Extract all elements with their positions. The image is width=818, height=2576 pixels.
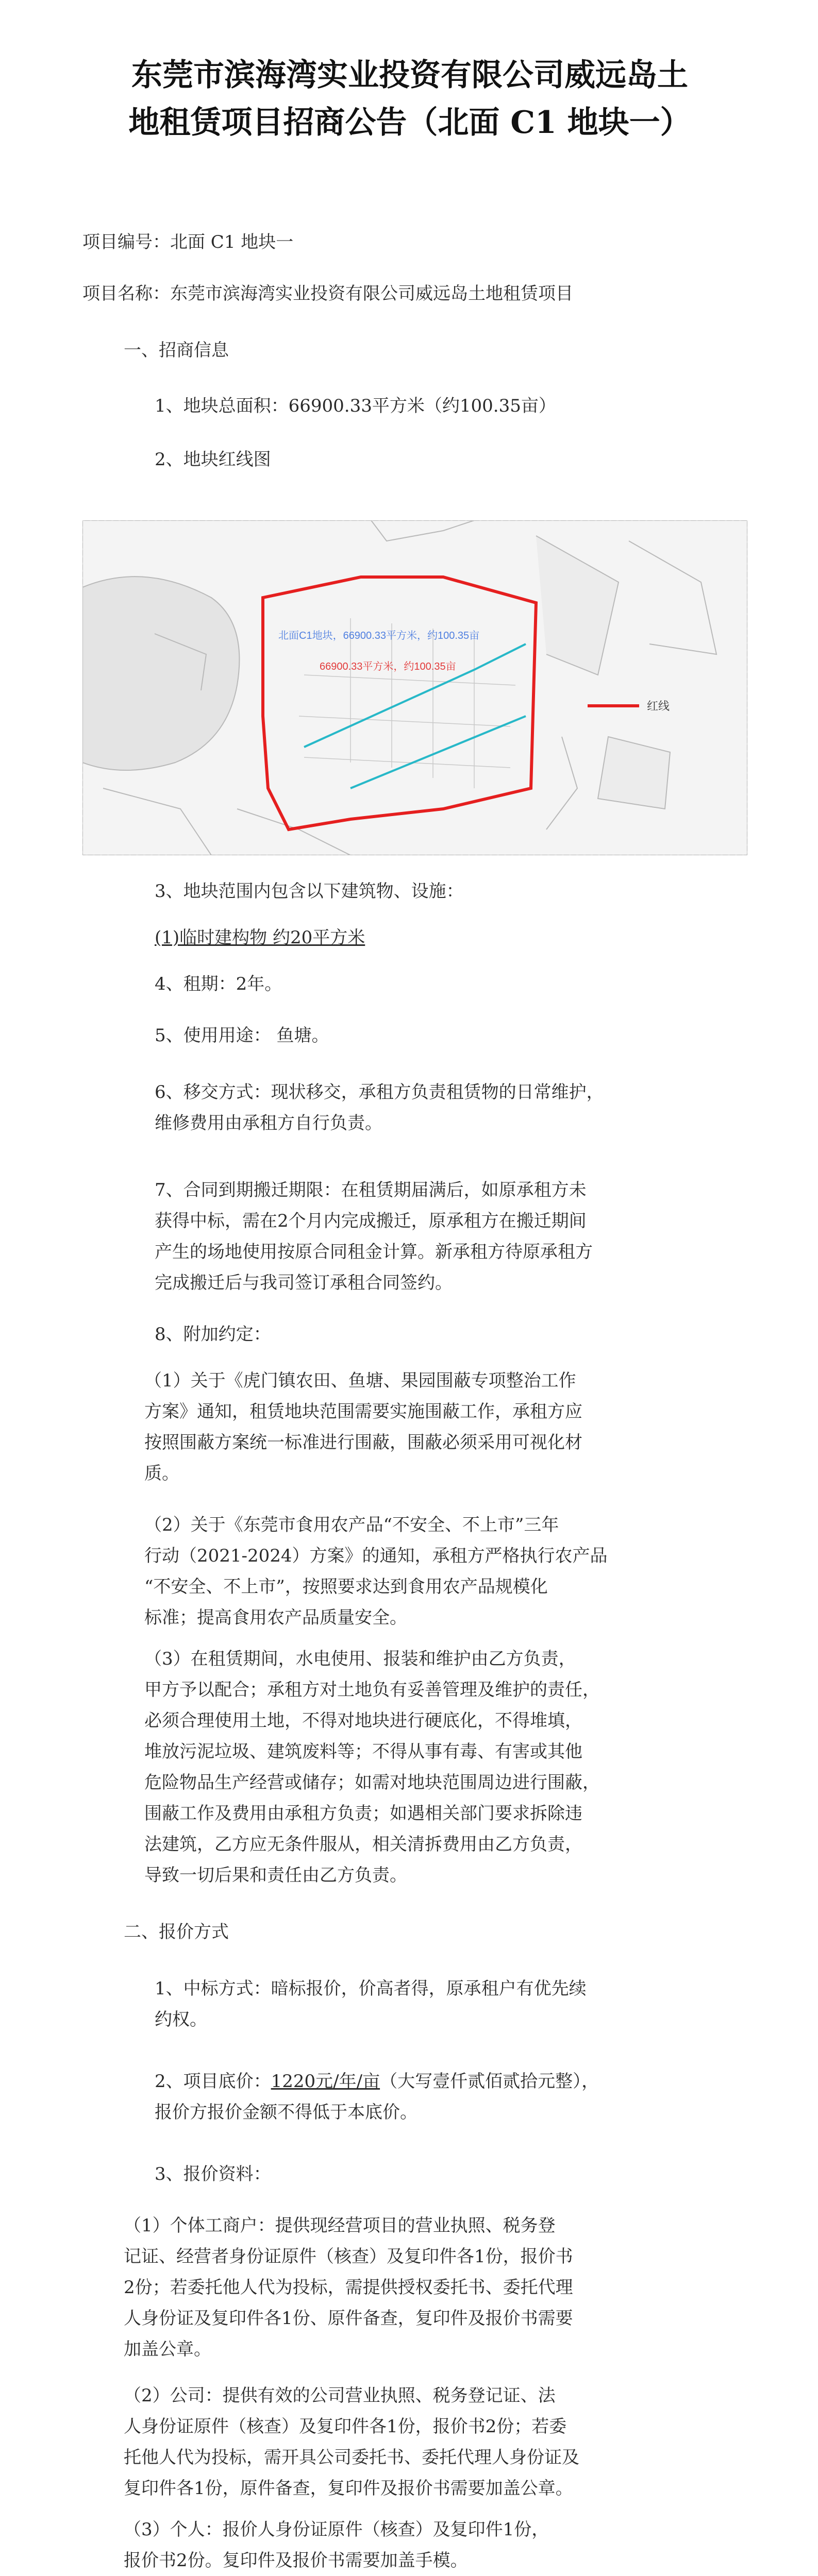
relocation-line: 完成搬迁后与我司签订承租合同签约。 [155,1273,453,1293]
materials-heading: 3、报价资料： [155,2164,271,2184]
materials-line: 记证、经营者身份证原件（核查）及复印件各1份，报价书 [124,2246,573,2267]
term-line: （2）关于《东莞市食用农产品“不安全、不上市”三年 [144,1515,559,1535]
base-price-words: （大写壹仟贰佰贰拾元整）， [380,2071,599,2092]
term-line: 方案》通知，租赁地块范围需要实施围蔽工作，承租方应 [144,1401,582,1422]
land-usage: 5、使用用途： 鱼塘。 [155,1025,329,1046]
handover-line: 6、移交方式：现状移交，承租方负责租赁物的日常维护， [155,1082,604,1103]
materials-line: 托他人代为投标，需开具公司委托书、委托代理人身份证及 [124,2447,579,2468]
materials-line: 2份；若委托他人代为投标，需提供授权委托书、委托代理 [124,2277,573,2298]
materials-line: 复印件各1份，原件备查，复印件及报价书需要加盖公章。 [124,2478,573,2499]
term-line: 标准；提高食用农产品质量安全。 [144,1607,407,1628]
title-line-1: 东莞市滨海湾实业投资有限公司威远岛土 [131,57,688,93]
materials-individual [124,2210,783,2365]
relocation-deadline [155,1175,783,1298]
additional-term-1 [144,1365,783,1489]
project-name: 项目名称：东莞市滨海湾实业投资有限公司威远岛土地租赁项目 [82,283,573,304]
base-price-label: 2、项目底价： [155,2071,271,2092]
term-line: 必须合理使用土地，不得对地块进行硬底化，不得堆填， [144,1710,582,1731]
term-line: 危险物品生产经营或储存；如需对地块范围周边进行围蔽， [144,1772,600,1793]
bidding-mode [155,1973,783,2035]
section-2-heading: 二、报价方式 [124,1922,229,1942]
term-line: 甲方予以配合；承租方对土地负有妥善管理及维护的责任， [144,1680,600,1700]
map-label-2: 66900.33平方米，约100.35亩 [320,661,456,672]
term-line: （1）关于《虎门镇农田、鱼塘、果园围蔽专项整治工作 [144,1370,576,1391]
base-price [155,2066,783,2128]
materials-line: 加盖公章。 [124,2339,211,2360]
mode-line: 约权。 [155,2009,207,2030]
project-number: 项目编号：北面 C1 地块一 [82,232,294,252]
term-line: “不安全、不上市”，按照要求达到食用农产品规模化 [144,1577,548,1597]
mode-line: 1、中标方式：暗标报价，价高者得，原承租户有优先续 [155,1978,587,1999]
additional-terms-heading: 8、附加约定： [155,1324,271,1345]
redline-heading: 2、地块红线图 [155,449,271,470]
term-line: 围蔽工作及费用由承租方负责；如遇相关部门要求拆除违 [144,1803,582,1824]
relocation-line: 获得中标，需在2个月内完成搬迁，原承租方在搬迁期间 [155,1211,587,1231]
announcement-title [62,52,758,146]
materials-line: （1）个体工商户：提供现经营项目的营业执照、税务登 [124,2215,556,2236]
land-area: 1、地块总面积：66900.33平方米（约100.35亩） [155,396,556,416]
term-line: 行动（2021-2024）方案》的通知，承租方严格执行农产品 [144,1546,608,1566]
lease-term: 4、租期：2年。 [155,974,282,994]
materials-line: 报价书2份。复印件及报价书需要加盖手模。 [124,2550,468,2571]
handover-method [155,1077,783,1139]
term-line: 堆放污泥垃圾、建筑废料等；不得从事有毒、有害或其他 [144,1741,582,1762]
handover-line: 维修费用由承租方自行负责。 [155,1113,382,1133]
term-line: 法建筑，乙方应无条件服从，相关清拆费用由乙方负责， [144,1834,582,1855]
materials-person [124,2514,783,2576]
buildings-item: (1)临时建构物 约20平方米 [155,927,365,948]
redline-map [82,520,747,855]
materials-company [124,2380,783,2504]
legend-label: 红线 [647,700,670,713]
base-price-line-2: 报价方报价金额不得低于本底价。 [155,2102,418,2123]
term-line: 质。 [144,1463,179,1484]
buildings-heading: 3、地块范围内包含以下建筑物、设施： [155,881,464,902]
materials-line: （3）个人：报价人身份证原件（核查）及复印件1份， [124,2519,549,2540]
materials-line: 人身份证及复印件各1份、原件备查，复印件及报价书需要 [124,2308,573,2329]
materials-line: （2）公司：提供有效的公司营业执照、税务登记证、法 [124,2385,556,2406]
title-line-2: 地租赁项目招商公告（北面 C1 地块一） [128,105,691,141]
base-price-line-1 [155,2066,783,2097]
relocation-line: 产生的场地使用按原合同租金计算。新承租方待原承租方 [155,1242,593,1262]
section-1-heading: 一、招商信息 [124,340,229,361]
relocation-line: 7、合同到期搬迁期限：在租赁期届满后，如原承租方未 [155,1180,587,1200]
term-line: （3）在租赁期间，水电使用、报装和维护由乙方负责， [144,1649,576,1669]
term-line: 按照围蔽方案统一标准进行围蔽，围蔽必须采用可视化材 [144,1432,582,1453]
base-price-value: 1220元/年/亩 [271,2071,380,2092]
map-label-1: 北面C1地块，66900.33平方米，约100.35亩 [278,630,480,641]
materials-line: 人身份证原件（核查）及复印件各1份，报价书2份；若委 [124,2416,567,2437]
term-line: 导致一切后果和责任由乙方负责。 [144,1865,407,1886]
additional-term-3 [144,1643,783,1891]
additional-term-2 [144,1510,783,1633]
